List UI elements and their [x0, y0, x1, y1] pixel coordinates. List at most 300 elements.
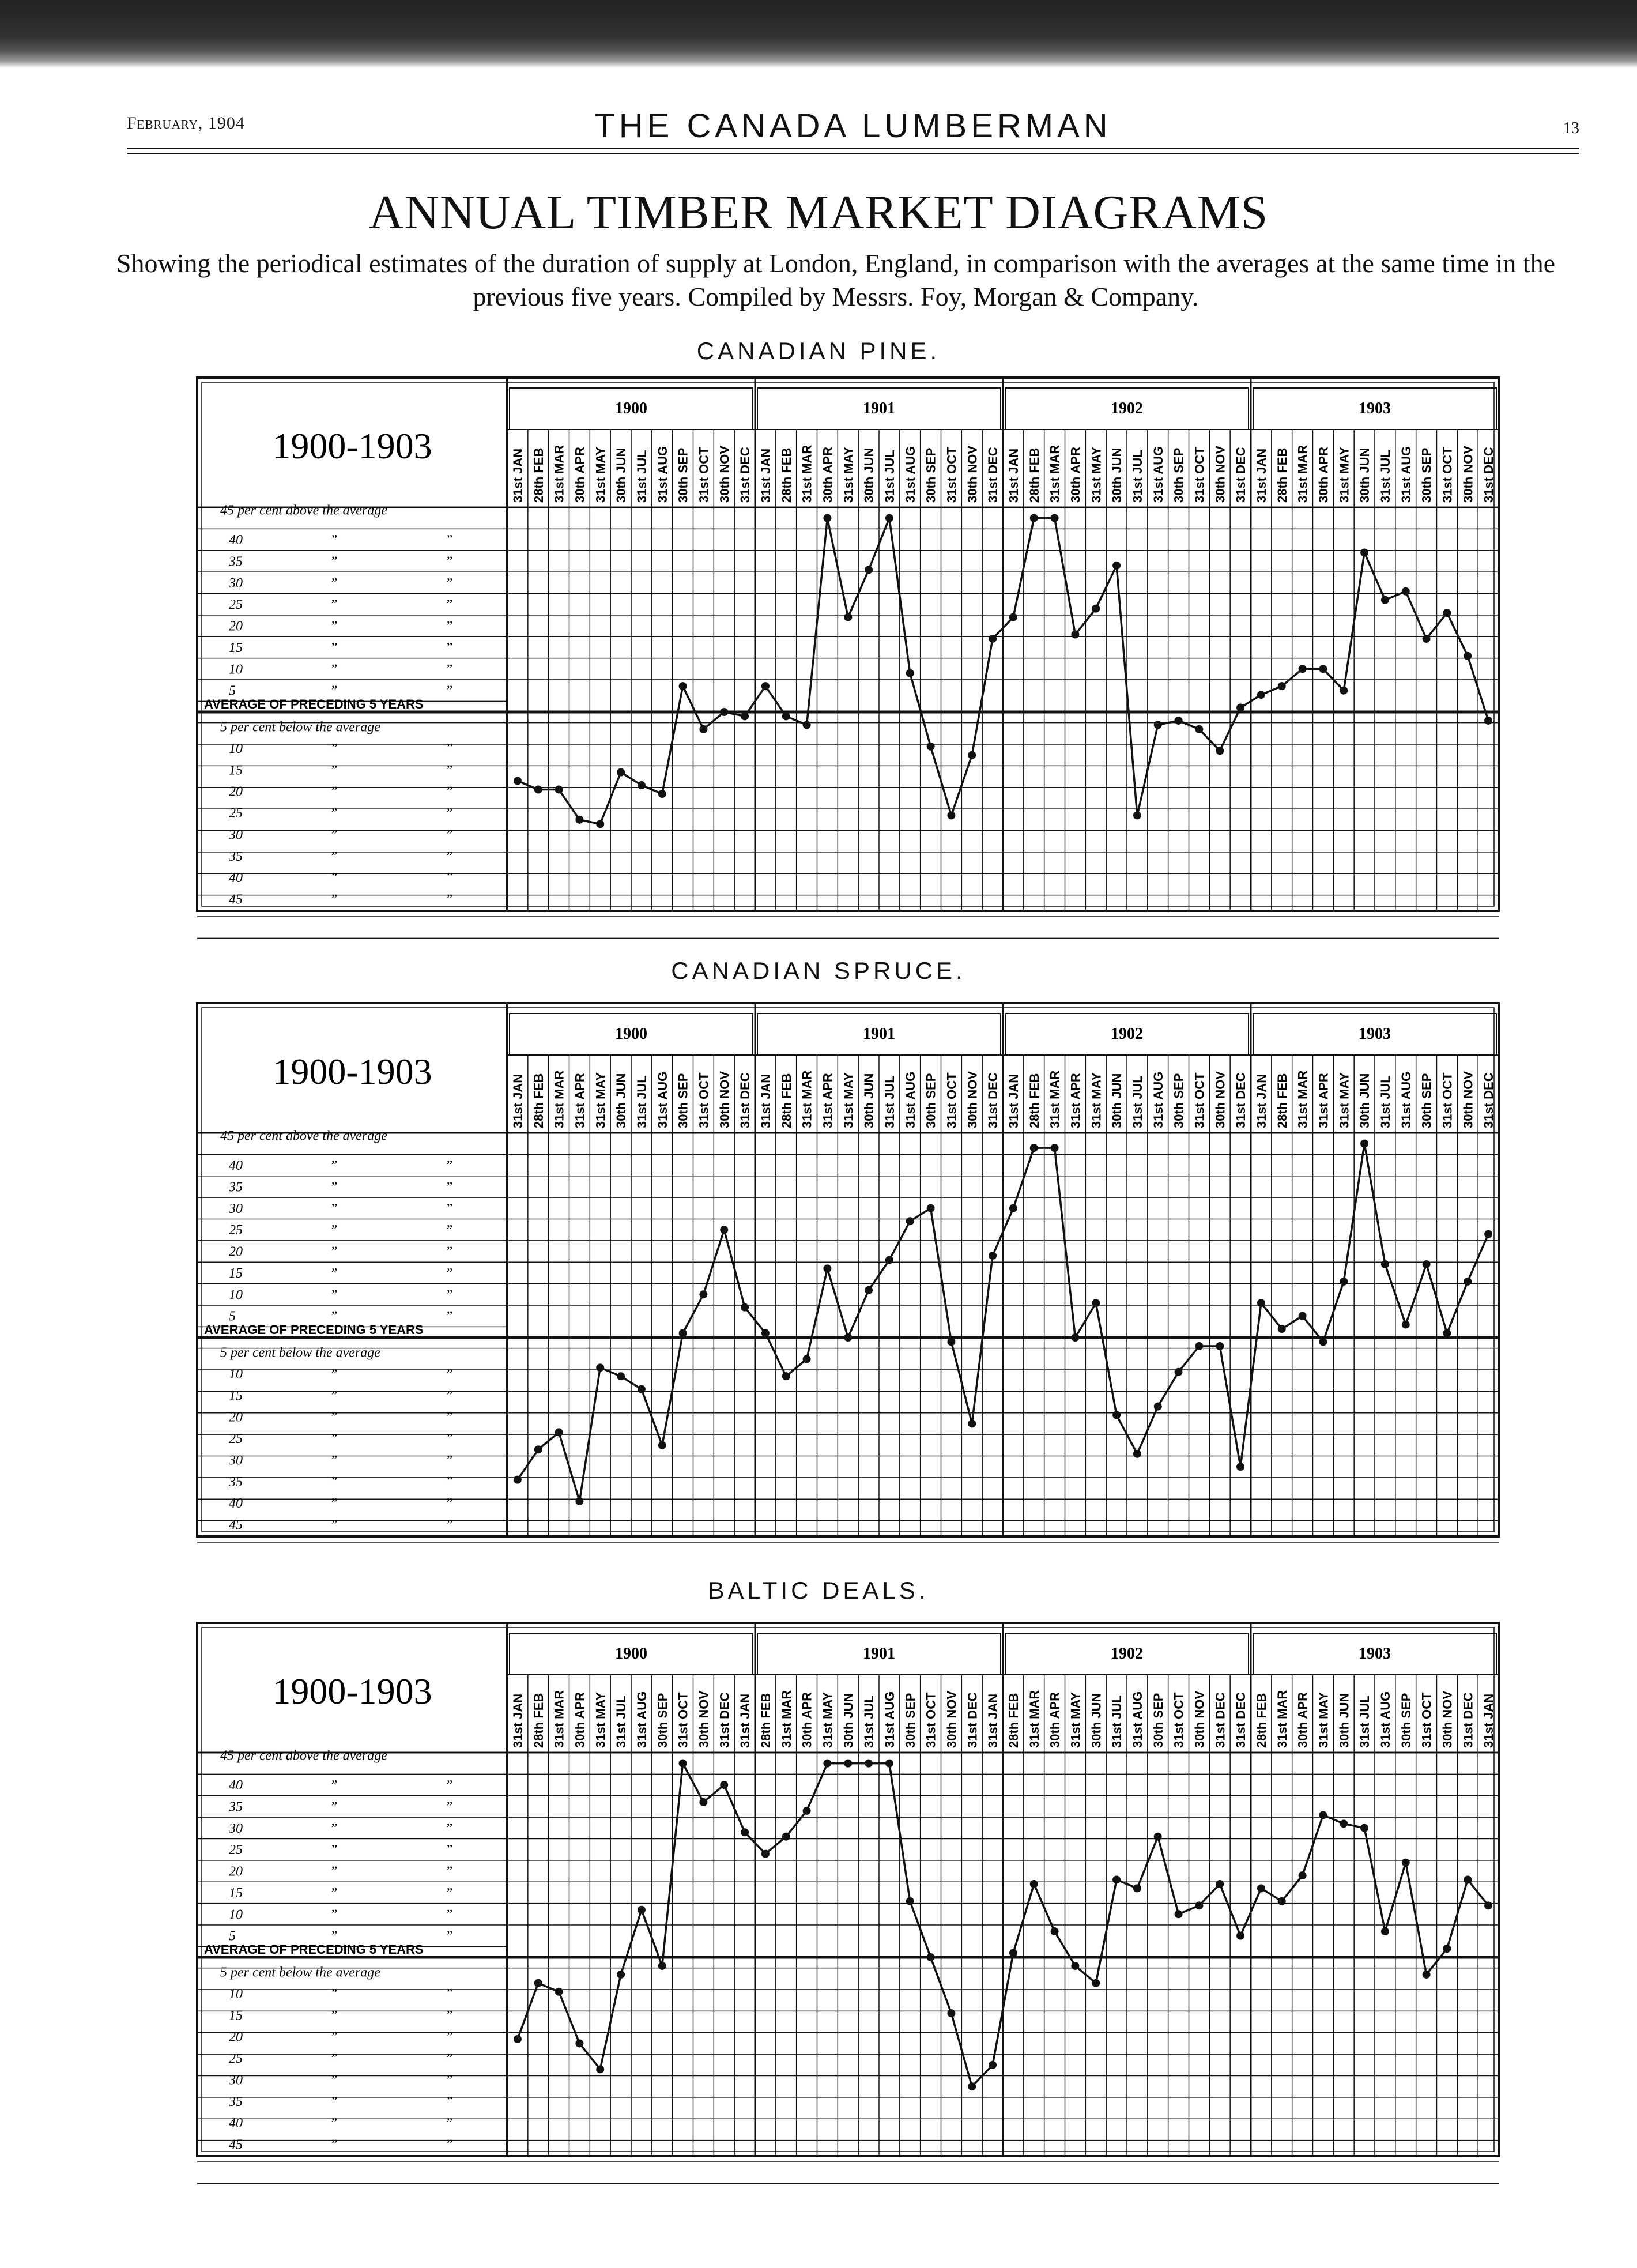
data-point: [555, 786, 563, 794]
ylabel-below-caption: 5 per cent below the average: [220, 719, 380, 735]
ditto-mark: ”: [445, 1885, 453, 1901]
month-label: 31st JAN: [510, 1073, 525, 1128]
data-point: [865, 1286, 873, 1294]
month-label: 31st DEC: [1481, 1072, 1496, 1128]
ditto-mark: ”: [445, 763, 453, 778]
data-point: [906, 669, 914, 677]
month-label: 31st MAR: [799, 444, 814, 503]
ditto-mark: ”: [445, 1799, 453, 1815]
month-label: 31st OCT: [696, 1072, 711, 1128]
data-point: [1402, 587, 1410, 596]
month-label: 31st MAY: [1316, 1691, 1331, 1748]
month-label: 30th JUN: [862, 1073, 877, 1128]
data-point: [1443, 609, 1451, 617]
month-label: 31st JUL: [634, 450, 649, 503]
ditto-mark: ”: [330, 1496, 338, 1512]
data-point: [782, 1833, 790, 1841]
ditto-mark: ”: [330, 1778, 338, 1794]
ditto-mark: ”: [330, 1987, 338, 2002]
ditto-mark: ”: [330, 1907, 338, 1923]
ditto-mark: ”: [445, 619, 453, 634]
ylabel-above: 10: [229, 1287, 243, 1303]
data-point: [761, 1850, 770, 1858]
month-label: 30th JUN: [1110, 447, 1125, 503]
ylabel-below: 40: [229, 1496, 243, 1512]
data-point: [1360, 1824, 1368, 1832]
chart-2: [197, 1623, 1499, 2183]
month-label: 31st JAN: [510, 1693, 525, 1748]
ditto-mark: ”: [445, 892, 453, 907]
data-point: [1443, 1945, 1451, 1953]
ditto-mark: ”: [445, 1496, 453, 1512]
data-point: [1464, 1875, 1472, 1883]
data-point: [1092, 605, 1100, 613]
data-point: [906, 1897, 914, 1905]
month-label: 30th APR: [1068, 447, 1083, 503]
data-point: [617, 1372, 625, 1380]
ditto-mark: ”: [330, 575, 338, 591]
ditto-mark: ”: [445, 827, 453, 843]
data-point: [1175, 717, 1183, 725]
ditto-mark: ”: [445, 1388, 453, 1404]
ditto-mark: ”: [445, 2008, 453, 2024]
month-label: 31st MAR: [1295, 1070, 1310, 1128]
month-label: 30th JUN: [1110, 1073, 1125, 1128]
ditto-mark: ”: [445, 1907, 453, 1923]
month-label: 31st JAN: [1481, 1693, 1496, 1748]
data-point: [968, 1419, 976, 1427]
ditto-mark: ”: [445, 1821, 453, 1836]
data-point: [1216, 1880, 1224, 1888]
ditto-mark: ”: [330, 1474, 338, 1490]
ditto-mark: ”: [445, 1410, 453, 1425]
data-point: [1133, 1884, 1141, 1892]
month-label: 30th SEP: [923, 1073, 938, 1128]
month-label: 30th SEP: [923, 447, 938, 503]
month-label: 30th NOV: [717, 1071, 732, 1128]
month-label: 30th APR: [1295, 1692, 1310, 1748]
month-label: 30th NOV: [1213, 1071, 1228, 1128]
ylabel-above-caption: 45 per cent above the average: [220, 1128, 387, 1144]
data-point: [1423, 635, 1431, 643]
data-point: [865, 1760, 873, 1768]
data-point: [782, 712, 790, 720]
ditto-mark: ”: [330, 1431, 338, 1447]
ylabel-below: 40: [229, 2116, 243, 2131]
data-point: [782, 1372, 790, 1380]
month-label: 31st MAR: [779, 1690, 794, 1748]
year-label: 1900: [615, 1645, 647, 1663]
ditto-mark: ”: [330, 662, 338, 677]
data-point: [1360, 548, 1368, 556]
data-point: [1133, 811, 1141, 819]
data-point: [1071, 1333, 1079, 1342]
ditto-mark: ”: [330, 1244, 338, 1260]
ylabel-above: 30: [229, 1201, 243, 1216]
data-point: [823, 1264, 831, 1272]
data-point: [1278, 682, 1286, 690]
month-label: 30th APR: [572, 447, 587, 503]
data-point: [1319, 1811, 1327, 1819]
range-label: 1900-1903: [272, 425, 432, 466]
data-point: [555, 1428, 563, 1436]
year-label: 1903: [1359, 1025, 1391, 1043]
ylabel-below: 10: [229, 1987, 243, 2002]
data-point: [679, 1329, 687, 1338]
ylabel-below: 10: [229, 1367, 243, 1382]
month-label: 30th NOV: [965, 445, 980, 503]
data-point: [638, 1906, 646, 1914]
ditto-mark: ”: [330, 1265, 338, 1281]
ditto-mark: ”: [445, 1843, 453, 1858]
month-label: 30th NOV: [1192, 1690, 1207, 1748]
range-label: 1900-1903: [272, 1671, 432, 1712]
ditto-mark: ”: [445, 871, 453, 886]
year-label: 1901: [863, 1645, 895, 1663]
ditto-mark: ”: [445, 1864, 453, 1879]
data-point: [679, 1760, 687, 1768]
ylabel-above-caption: 45 per cent above the average: [220, 503, 387, 518]
ditto-mark: ”: [330, 741, 338, 756]
data-point: [1484, 1901, 1492, 1909]
data-point: [658, 1441, 666, 1449]
data-point: [638, 1385, 646, 1393]
data-point: [1154, 1403, 1162, 1411]
ditto-mark: ”: [330, 1410, 338, 1425]
ditto-mark: ”: [330, 1799, 338, 1815]
data-point: [1319, 1338, 1327, 1346]
month-label: 30th JUN: [862, 447, 877, 503]
data-point: [1112, 1411, 1121, 1419]
month-label: 31st APR: [572, 1073, 587, 1128]
ditto-mark: ”: [330, 619, 338, 634]
ditto-mark: ”: [445, 662, 453, 677]
month-label: 30th JUN: [841, 1693, 856, 1748]
ylabel-below: 45: [229, 2137, 243, 2153]
month-label: 31st OCT: [676, 1692, 691, 1748]
data-point: [947, 811, 955, 819]
data-point: [1257, 1299, 1265, 1307]
month-label: 30th JUN: [1357, 447, 1372, 503]
data-point: [1071, 630, 1079, 638]
ditto-mark: ”: [330, 827, 338, 843]
month-label: 30th SEP: [903, 1693, 918, 1748]
month-label: 30th SEP: [1151, 1693, 1165, 1748]
chart-title-baltic: BALTIC DEALS.: [708, 1577, 929, 1604]
ditto-mark: ”: [445, 806, 453, 822]
ditto-mark: ”: [330, 2137, 338, 2153]
ylabel-below: 35: [229, 2094, 243, 2109]
page-subtitle: Showing the periodical estimates of the duration of supply at London, England, in comparison with the averages at the same time in the previous five years. Compiled by Messrs. Foy, Morgan & Company.: [116, 248, 1556, 311]
month-label: 31st JUL: [1357, 1695, 1372, 1748]
ylabel-above: 15: [229, 1885, 243, 1901]
ditto-mark: ”: [445, 741, 453, 756]
month-label: 31st AUG: [1151, 446, 1165, 503]
data-point: [679, 682, 687, 690]
data-point: [761, 682, 770, 690]
ditto-mark: ”: [330, 806, 338, 822]
data-point: [596, 1363, 604, 1372]
issue-date: February, 1904: [127, 114, 245, 133]
data-point: [1236, 1932, 1244, 1940]
data-point: [989, 635, 997, 643]
month-label: 28th FEB: [779, 1073, 794, 1128]
data-point: [1175, 1910, 1183, 1918]
ditto-mark: ”: [330, 1517, 338, 1533]
month-label: 31st AUG: [903, 446, 918, 503]
data-point: [927, 1953, 935, 1961]
data-point: [514, 777, 522, 785]
month-label: 30th NOV: [1461, 1071, 1476, 1128]
data-point: [947, 2009, 955, 2017]
ditto-mark: ”: [330, 1388, 338, 1404]
data-point: [1175, 1368, 1183, 1376]
data-point: [555, 1988, 563, 1996]
month-label: 30th APR: [1316, 447, 1331, 503]
data-point: [1133, 1450, 1141, 1458]
data-point: [885, 1760, 893, 1768]
data-point: [947, 1338, 955, 1346]
ylabel-above: 20: [229, 1244, 243, 1260]
month-label: 31st JUL: [1378, 1075, 1393, 1128]
ditto-mark: ”: [445, 2051, 453, 2067]
ditto-mark: ”: [330, 1309, 338, 1324]
month-label: 31st DEC: [986, 447, 1001, 503]
month-label: 31st JUL: [634, 1075, 649, 1128]
month-label: 28th FEB: [1027, 1073, 1042, 1128]
ylabel-below: 30: [229, 827, 243, 843]
month-label: 30th JUN: [614, 447, 629, 503]
data-point: [514, 2035, 522, 2043]
month-label: 31st MAR: [552, 1070, 567, 1128]
month-label: 31st DEC: [1234, 1692, 1249, 1748]
page-number: 13: [1563, 119, 1579, 137]
month-label: 31st JUL: [1378, 450, 1393, 503]
ditto-mark: ”: [330, 1864, 338, 1879]
month-label: 28th FEB: [779, 447, 794, 503]
average-label: AVERAGE OF PRECEDING 5 YEARS: [204, 1323, 424, 1337]
ditto-mark: ”: [330, 2029, 338, 2045]
ylabel-below-caption: 5 per cent below the average: [220, 1345, 380, 1361]
average-label: AVERAGE OF PRECEDING 5 YEARS: [204, 697, 424, 711]
ylabel-below: 10: [229, 741, 243, 756]
month-label: 31st DEC: [986, 1072, 1001, 1128]
data-point: [699, 725, 707, 733]
month-label: 31st JUL: [862, 1695, 877, 1748]
data-point: [1423, 1260, 1431, 1268]
ditto-mark: ”: [445, 683, 453, 699]
data-point: [1030, 1144, 1038, 1152]
month-label: 30th JUN: [1089, 1693, 1104, 1748]
month-label: 31st OCT: [1419, 1692, 1434, 1748]
month-label: 30th SEP: [676, 447, 691, 503]
ditto-mark: ”: [330, 1201, 338, 1216]
ditto-mark: ”: [445, 1987, 453, 2002]
data-point: [741, 712, 749, 720]
year-label: 1902: [1111, 400, 1143, 417]
page-title: ANNUAL TIMBER MARKET DIAGRAMS: [368, 186, 1269, 239]
data-point: [1051, 1144, 1059, 1152]
data-point: [1257, 691, 1265, 699]
month-label: 31st MAR: [1295, 444, 1310, 503]
data-point: [658, 1962, 666, 1970]
data-point: [699, 1290, 707, 1298]
data-point: [699, 1798, 707, 1806]
month-label: 31st MAR: [552, 444, 567, 503]
month-label: 30th APR: [820, 447, 835, 503]
publication-title: THE CANADA LUMBERMAN: [594, 107, 1112, 145]
ylabel-below: 20: [229, 2029, 243, 2045]
data-point: [1030, 514, 1038, 522]
ylabel-above: 40: [229, 1158, 243, 1174]
ditto-mark: ”: [330, 1843, 338, 1858]
month-label: 31st DEC: [738, 1072, 753, 1128]
data-point: [617, 1971, 625, 1979]
data-point: [1051, 1927, 1059, 1935]
month-label: 31st OCT: [944, 1072, 959, 1128]
data-point: [1299, 1871, 1307, 1879]
ditto-mark: ”: [330, 597, 338, 613]
ditto-mark: ”: [445, 1223, 453, 1238]
data-point: [575, 1497, 583, 1505]
month-label: 30th NOV: [1213, 445, 1228, 503]
data-point: [844, 1760, 852, 1768]
data-point: [823, 514, 831, 522]
data-point: [1402, 1859, 1410, 1867]
month-label: 31st MAY: [841, 1072, 856, 1128]
ylabel-above: 10: [229, 662, 243, 677]
data-point: [1009, 1949, 1017, 1957]
month-label: 31st DEC: [738, 447, 753, 503]
month-label: 30th NOV: [944, 1690, 959, 1748]
ylabel-above: 5: [229, 1309, 236, 1324]
month-label: 31st OCT: [696, 447, 711, 503]
ditto-mark: ”: [330, 1821, 338, 1836]
ditto-mark: ”: [330, 2051, 338, 2067]
month-label: 31st MAR: [1047, 444, 1062, 503]
data-point: [1381, 1260, 1389, 1268]
data-point: [1443, 1329, 1451, 1338]
ditto-mark: ”: [330, 1287, 338, 1303]
month-label: 31st MAY: [593, 1691, 608, 1748]
ditto-mark: ”: [330, 2116, 338, 2131]
month-label: 31st MAR: [1274, 1690, 1289, 1748]
data-point: [658, 790, 666, 798]
month-label: 31st AUG: [655, 446, 670, 503]
data-point: [1195, 725, 1203, 733]
data-point: [823, 1760, 831, 1768]
data-point: [885, 1256, 893, 1264]
data-point: [1216, 1342, 1224, 1350]
ditto-mark: ”: [445, 2094, 453, 2109]
data-point: [844, 613, 852, 621]
month-label: 31st AUG: [903, 1071, 918, 1128]
ylabel-below: 20: [229, 784, 243, 800]
data-point: [1236, 704, 1244, 712]
month-label: 28th FEB: [758, 1693, 773, 1748]
year-label: 1900: [615, 400, 647, 417]
ditto-mark: ”: [445, 1431, 453, 1447]
month-label: 31st JAN: [1006, 1073, 1021, 1128]
ditto-mark: ”: [330, 640, 338, 655]
month-label: 31st MAY: [1337, 446, 1352, 503]
chart-title-spruce: CANADIAN SPRUCE.: [671, 957, 966, 984]
month-label: 31st MAY: [820, 1691, 835, 1748]
data-point: [1009, 613, 1017, 621]
ditto-mark: ”: [330, 2073, 338, 2088]
month-label: 30th SEP: [1171, 447, 1186, 503]
ylabel-below: 20: [229, 1410, 243, 1425]
month-label: 31st MAY: [841, 446, 856, 503]
ylabel-below: 15: [229, 2008, 243, 2024]
ylabel-above: 35: [229, 1180, 243, 1195]
chart-title-pine: CANADIAN PINE.: [696, 337, 941, 364]
ditto-mark: ”: [330, 849, 338, 864]
data-point: [885, 514, 893, 522]
ylabel-above-caption: 45 per cent above the average: [220, 1748, 387, 1764]
month-label: 31st JUL: [882, 1075, 897, 1128]
data-point: [596, 820, 604, 828]
ditto-mark: ”: [445, 1309, 453, 1324]
month-label: 31st OCT: [1171, 1692, 1186, 1748]
month-label: 31st DEC: [1234, 447, 1249, 503]
data-point: [803, 721, 811, 729]
month-label: 31st OCT: [1192, 1072, 1207, 1128]
month-label: 31st APR: [820, 1073, 835, 1128]
month-label: 31st DEC: [717, 1692, 732, 1748]
data-point: [1257, 1884, 1265, 1892]
ylabel-above: 15: [229, 1265, 243, 1281]
ylabel-above: 20: [229, 619, 243, 634]
ditto-mark: ”: [445, 784, 453, 800]
month-label: 31st MAY: [1089, 1072, 1104, 1128]
data-point: [1319, 665, 1327, 673]
month-label: 30th SEP: [1398, 1693, 1413, 1748]
ditto-mark: ”: [445, 1201, 453, 1216]
data-point: [844, 1333, 852, 1342]
year-label: 1902: [1111, 1645, 1143, 1663]
ylabel-above: 30: [229, 1821, 243, 1836]
data-point: [720, 1226, 728, 1234]
data-point: [968, 2082, 976, 2090]
ditto-mark: ”: [330, 1928, 338, 1944]
ylabel-below-caption: 5 per cent below the average: [220, 1965, 380, 1980]
data-point: [1340, 687, 1348, 695]
data-point: [1340, 1819, 1348, 1828]
month-label: 31st MAY: [593, 1072, 608, 1128]
ditto-mark: ”: [330, 1367, 338, 1382]
ylabel-below: 45: [229, 1517, 243, 1533]
data-point: [927, 1204, 935, 1212]
ylabel-below: 15: [229, 1388, 243, 1404]
ylabel-above: 25: [229, 597, 243, 613]
month-label: 31st APR: [1316, 1073, 1331, 1128]
ditto-mark: ”: [445, 1778, 453, 1794]
data-point: [1092, 1979, 1100, 1987]
month-label: 31st JAN: [758, 448, 773, 503]
month-label: 31st APR: [1068, 1073, 1083, 1128]
data-point: [1030, 1880, 1038, 1888]
data-point: [865, 566, 873, 574]
month-label: 30th SEP: [1419, 447, 1434, 503]
month-label: 30th APR: [572, 1692, 587, 1748]
data-point: [1464, 652, 1472, 660]
ditto-mark: ”: [445, 2073, 453, 2088]
ylabel-below: 25: [229, 1431, 243, 1447]
ditto-mark: ”: [445, 640, 453, 655]
data-point: [1195, 1342, 1203, 1350]
ylabel-above: 40: [229, 533, 243, 548]
